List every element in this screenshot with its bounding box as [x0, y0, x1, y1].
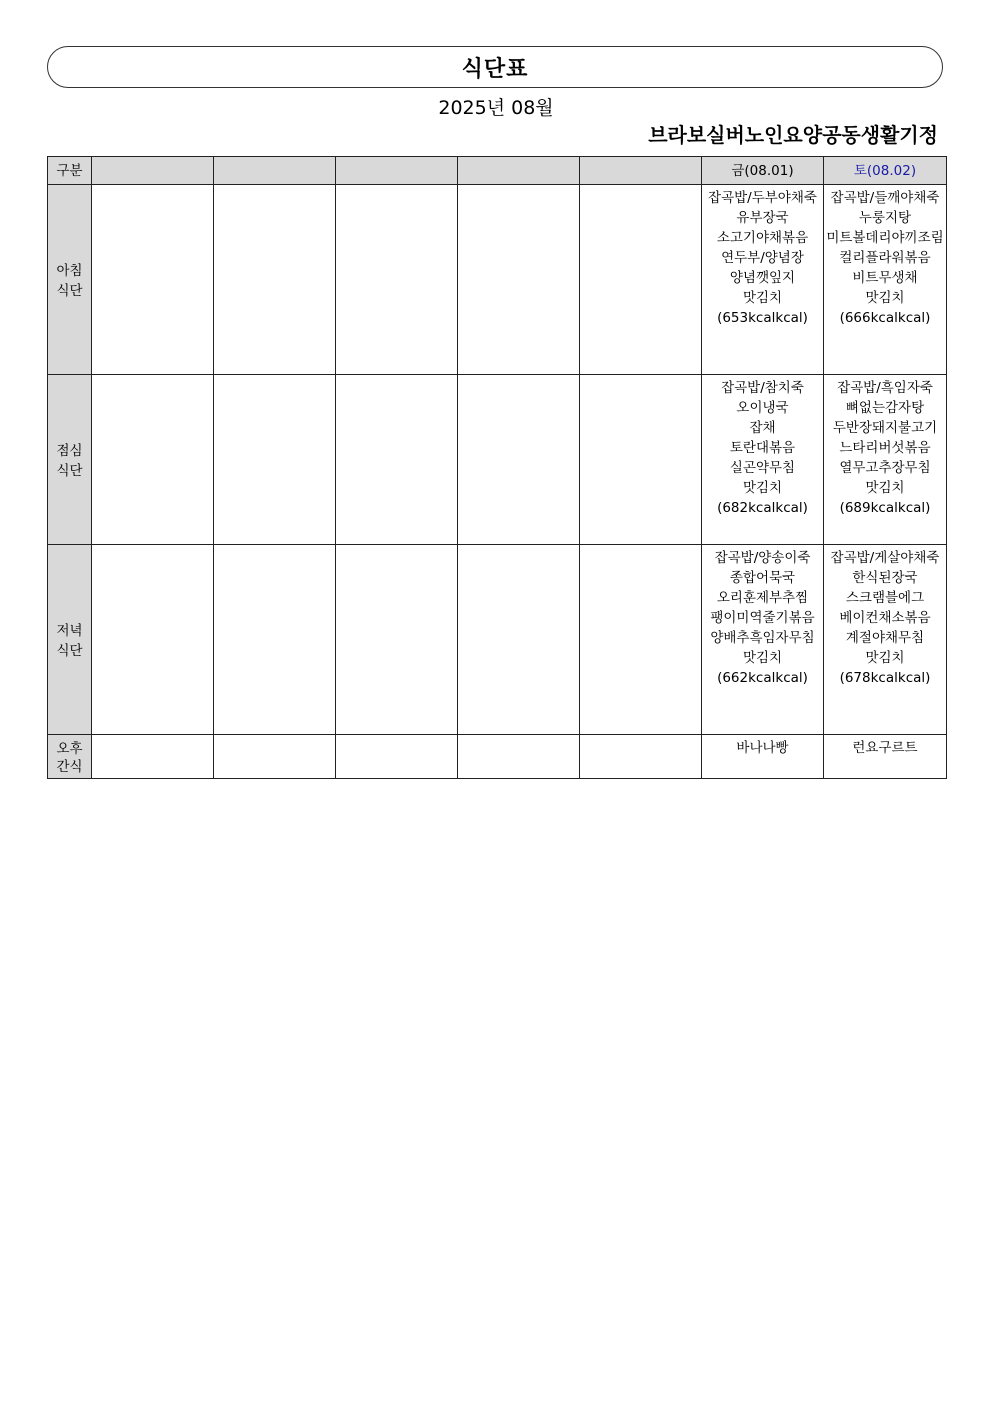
facility-name: 브라보실버노인요양공동생활기정: [648, 123, 938, 147]
day-header-fri: 금(08.01): [702, 157, 824, 185]
day-header: [580, 157, 702, 185]
title-box: [47, 46, 943, 88]
menu-cell-sat: 잡곡밥/들깨야채죽 누룽지탕 미트볼데리야끼조림 컬리플라워볶음 비트무생채 맛김치 (666kcalkcal): [824, 185, 947, 375]
menu-cell-fri: 잡곡밥/참치죽 오이냉국 잡채 토란대볶음 실곤약무침 맛김치 (682kcalkcal): [702, 375, 824, 545]
day-header: [92, 157, 214, 185]
empty-cell: [214, 735, 336, 779]
menu-cell-fri: 잡곡밥/양송이죽 종합어묵국 오리훈제부추찜 팽이미역줄기볶음 양배추흑임자무침 맛김치 (662kcalkcal): [702, 545, 824, 735]
day-header: [336, 157, 458, 185]
empty-cell: [214, 375, 336, 545]
empty-cell: [336, 545, 458, 735]
empty-cell: [580, 375, 702, 545]
empty-cell: [336, 735, 458, 779]
row-label: 저녁 식단: [48, 545, 92, 735]
empty-cell: [580, 185, 702, 375]
row-label: 아침 식단: [48, 185, 92, 375]
empty-cell: [458, 545, 580, 735]
empty-cell: [458, 735, 580, 779]
corner-header: 구분: [48, 157, 92, 185]
day-header: [214, 157, 336, 185]
page-title: 식단표: [461, 56, 529, 82]
menu-cell-fri: 잡곡밥/두부야채죽 유부장국 소고기야채볶음 연두부/양념장 양념깻잎지 맛김치 (653kcalkcal): [702, 185, 824, 375]
header-row: [48, 157, 947, 185]
empty-cell: [580, 545, 702, 735]
empty-cell: [92, 375, 214, 545]
empty-cell: [214, 185, 336, 375]
snack-row: [48, 735, 947, 779]
row-label: 오후 간식: [48, 735, 92, 779]
day-header: [458, 157, 580, 185]
empty-cell: [336, 185, 458, 375]
empty-cell: [580, 735, 702, 779]
empty-cell: [92, 185, 214, 375]
empty-cell: [214, 545, 336, 735]
day-header-sat: 토(08.02): [824, 157, 947, 185]
dinner-row: [48, 545, 947, 735]
empty-cell: [92, 545, 214, 735]
breakfast-row: [48, 185, 947, 375]
month-label: 2025년 08월: [438, 97, 554, 119]
empty-cell: [336, 375, 458, 545]
empty-cell: [458, 375, 580, 545]
row-label: 점심 식단: [48, 375, 92, 545]
meal-table: [47, 156, 947, 779]
menu-cell-sat: 잡곡밥/게살야채죽 한식된장국 스크램블에그 베이컨채소볶음 계절야채무침 맛김치 (678kcalkcal): [824, 545, 947, 735]
menu-cell-sat: 잡곡밥/흑임자죽 뼈없는감자탕 두반장돼지불고기 느타리버섯볶음 열무고추장무침 맛김치 (689kcalkcal): [824, 375, 947, 545]
menu-cell-sat: 런요구르트: [824, 735, 947, 779]
lunch-row: [48, 375, 947, 545]
empty-cell: [458, 185, 580, 375]
empty-cell: [92, 735, 214, 779]
menu-cell-fri: 바나나빵: [702, 735, 824, 779]
